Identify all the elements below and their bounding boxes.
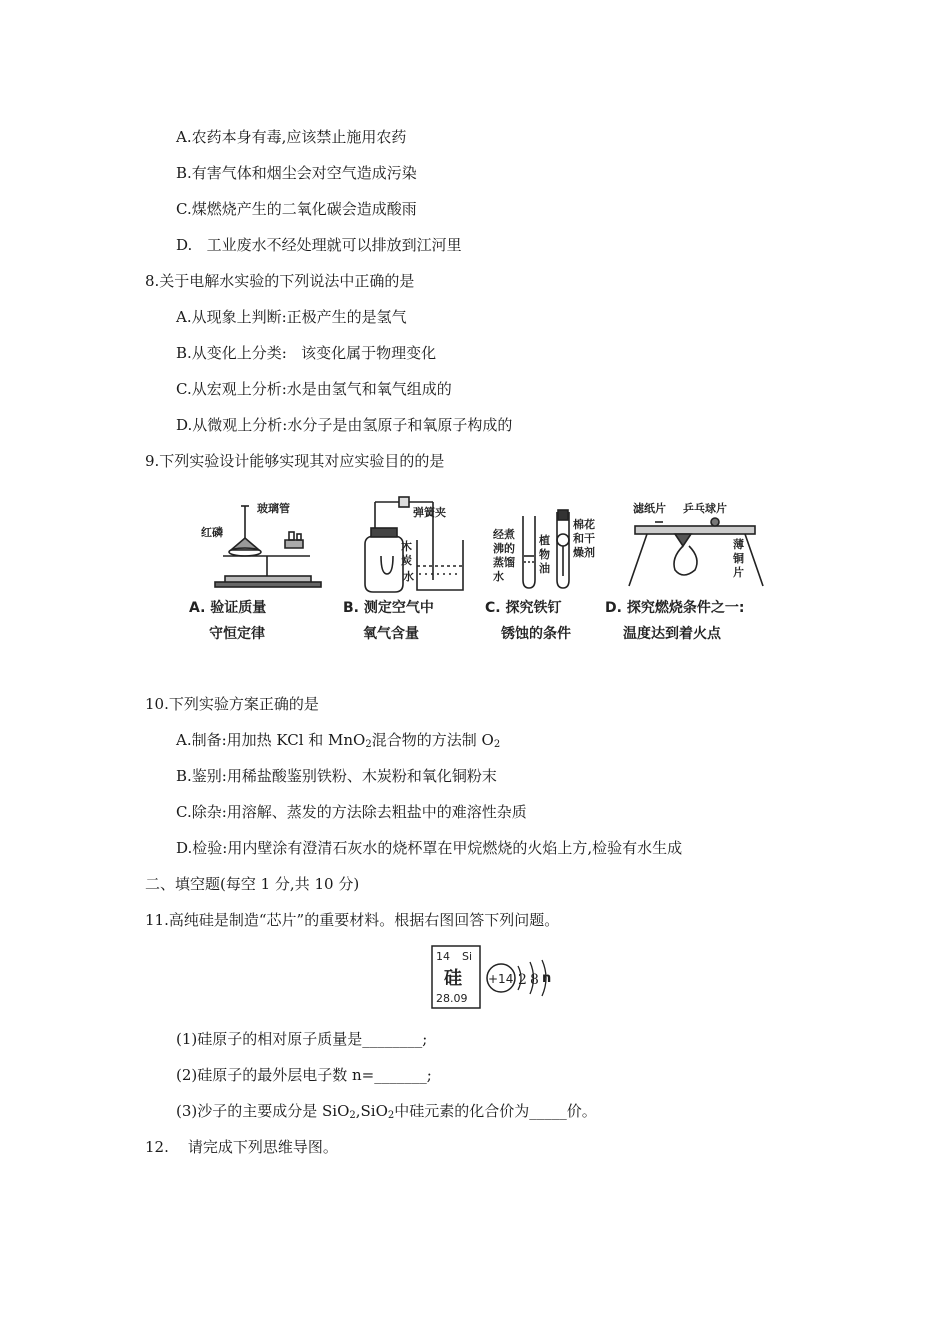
q11-p3-text-3: 中硅元素的化合价为_____价。 (394, 1102, 597, 1120)
section-heading: 二、填空题(每空 1 分,共 10 分) (145, 875, 360, 893)
q11-p3-text-1: (3)沙子的主要成分是 SiO (176, 1102, 350, 1120)
caption-b-line2: 氧气含量 (363, 626, 419, 642)
q11-p3-sub-2: 2 (387, 1110, 395, 1121)
q10-option-b: B.鉴别:用稀盐酸鉴别铁粉、木炭粉和氧化铜粉末 (176, 767, 497, 785)
label-boiled-water-2: 沸的 (493, 542, 515, 555)
nucleus-charge: +14 (488, 972, 514, 986)
caption-c-line1: C. 探究铁钉 (485, 600, 562, 616)
shell-2-count: 8 (530, 972, 539, 988)
label-spring-clip: 弹簧夹 (413, 506, 446, 519)
caption-c-line2: 锈蚀的条件 (501, 626, 571, 642)
q7-option-c: C.煤燃烧产生的二氧化碳会造成酸雨 (176, 200, 417, 218)
caption-a-line1: A. 验证质量 (189, 600, 267, 616)
label-cotton-3: 燥剂 (573, 546, 595, 559)
silicon-element-figure (430, 944, 556, 1012)
shell-3-count: n (542, 971, 552, 986)
label-glass-tube: 玻璃管 (257, 502, 290, 515)
q7-option-a: A.农药本身有毒,应该禁止施用农药 (176, 128, 407, 146)
shell-1-count: 2 (518, 972, 527, 988)
label-oil-2: 物 (539, 548, 550, 561)
q10-option-a (176, 730, 500, 750)
q11-part-3 (176, 1101, 597, 1121)
element-name: 硅 (444, 968, 462, 989)
q8-option-d: D.从微观上分析:水分子是由氢原子和氧原子构成的 (176, 416, 513, 434)
caption-b-line1: B. 测定空气中 (343, 600, 434, 616)
q11-stem: 11.高纯硅是制造“芯片”的重要材料。根据右图回答下列问题。 (145, 911, 560, 929)
label-cotton-2: 和干 (573, 532, 595, 545)
q11-p3-text-2: ,SiO (355, 1102, 388, 1120)
q10-a-text-2: 混合物的方法制 O (371, 731, 494, 749)
q9-experiment-figure (185, 496, 775, 656)
q12-stem: 12. 请完成下列思维导图。 (145, 1138, 338, 1156)
q11-p3-sub-1: 2 (349, 1110, 356, 1121)
atomic-number: 14 (436, 950, 450, 963)
label-pingpong: 乒乓球片 (683, 502, 727, 515)
q11-part-1: (1)硅原子的相对原子质量是________; (176, 1030, 428, 1048)
label-boiled-water-1: 经煮 (493, 528, 515, 541)
q10-option-c: C.除杂:用溶解、蒸发的方法除去粗盐中的难溶性杂质 (176, 803, 527, 821)
q10-option-d: D.检验:用内壁涂有澄清石灰水的烧杯罩在甲烷燃烧的火焰上方,检验有水生成 (176, 839, 683, 857)
label-filter-paper: 滤纸片 (633, 502, 666, 515)
label-charcoal-1: 木 (401, 540, 412, 553)
q10-a-sub-1: 2 (365, 739, 372, 750)
label-cotton-1: 棉花 (573, 518, 595, 531)
element-symbol: Si (462, 950, 473, 963)
q8-option-c: C.从宏观上分析:水是由氢气和氧气组成的 (176, 380, 452, 398)
label-boiled-water-3: 蒸馏 (493, 556, 515, 569)
label-boiled-water-4: 水 (493, 570, 504, 583)
label-copper-1: 薄 (733, 538, 744, 551)
label-oil-3: 油 (539, 562, 550, 575)
q7-option-b: B.有害气体和烟尘会对空气造成污染 (176, 164, 417, 182)
q8-option-a: A.从现象上判断:正极产生的是氢气 (176, 308, 407, 326)
caption-a-line2: 守恒定律 (209, 626, 265, 642)
q8-stem: 8.关于电解水实验的下列说法中正确的是 (145, 272, 415, 290)
q9-stem: 9.下列实验设计能够实现其对应实验目的的是 (145, 452, 445, 470)
balance-apparatus-illustration (215, 506, 321, 587)
label-red-phosphorus: 红磷 (201, 526, 223, 539)
q8-option-b: B.从变化上分类: 该变化属于物理变化 (176, 344, 437, 362)
caption-d-line2: 温度达到着火点 (623, 626, 721, 642)
q7-option-d: D. 工业废水不经处理就可以排放到江河里 (176, 236, 462, 254)
q10-a-sub-2: 2 (493, 739, 501, 750)
q10-stem: 10.下列实验方案正确的是 (145, 695, 319, 713)
label-copper-2: 铜 (733, 552, 744, 565)
label-charcoal-2: 炭 (401, 554, 412, 567)
label-copper-3: 片 (733, 566, 744, 579)
caption-d-line1: D. 探究燃烧条件之一: (605, 600, 745, 616)
label-water: 水 (403, 570, 414, 583)
atomic-mass: 28.09 (436, 992, 468, 1005)
q11-part-2: (2)硅原子的最外层电子数 n=_______; (176, 1066, 432, 1084)
label-oil-1: 植 (539, 534, 550, 547)
q10-a-text-1: A.制备:用加热 KCl 和 MnO (176, 731, 366, 749)
